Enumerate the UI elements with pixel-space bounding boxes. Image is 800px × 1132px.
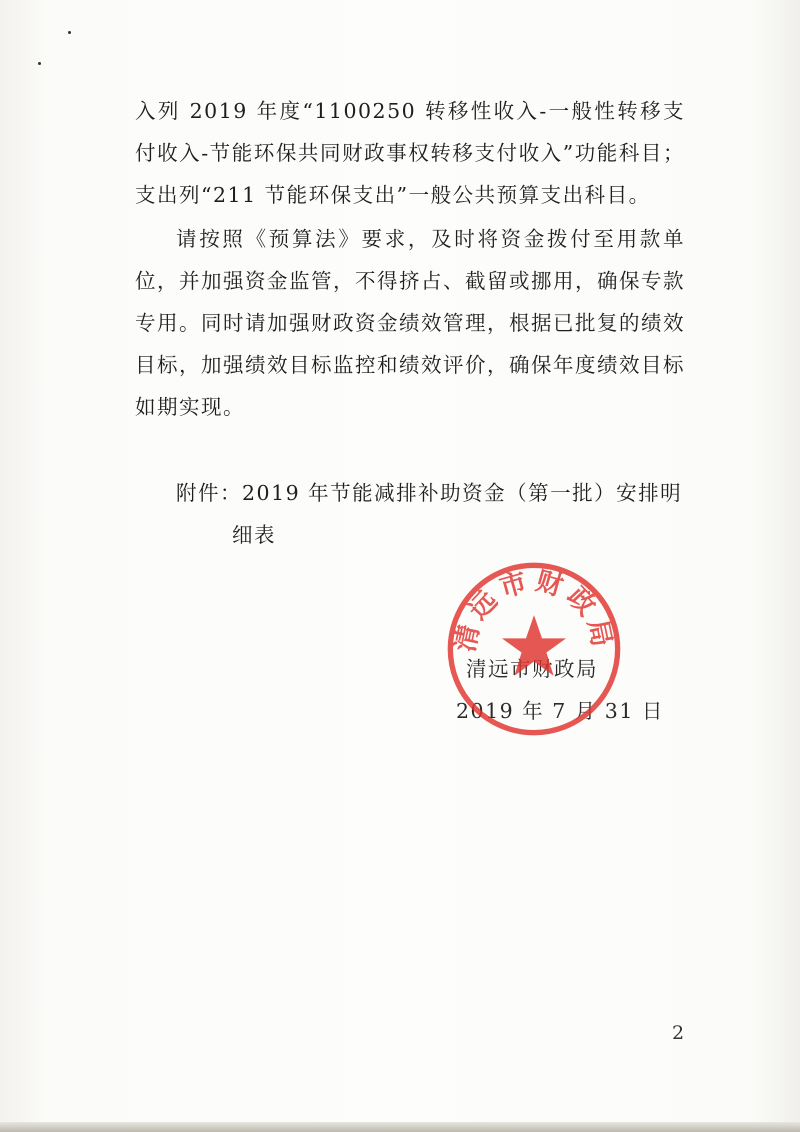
attachment-label: 附件：	[176, 481, 242, 505]
scan-speck	[68, 31, 71, 34]
official-seal-stamp	[445, 560, 623, 738]
issue-date: 2019 年 7 月 31 日	[456, 699, 664, 723]
body-paragraph-1: 入列 2019 年度“1100250 转移性收入-一般性转移支付收入-节能环保共同财政事权转移支付收入”功能科目；支出列“211 节能环保支出”一般公共预算支出科目。	[135, 99, 685, 207]
attachment-note	[176, 472, 696, 556]
body-paragraph-2: 请按照《预算法》要求，及时将资金拨付至用款单位，并加强资金监管，不得挤占、截留或挪用，确保专款专用。同时请加强财政资金绩效管理，根据已批复的绩效目标，加强绩效目标监控和绩效评价，确保年度绩效目标如期实现。	[135, 227, 685, 419]
seal-text: 清远市财政局	[449, 565, 619, 655]
scan-speck	[38, 62, 41, 65]
seal-star-icon	[502, 615, 566, 676]
attachment-title-line-1: 2019 年节能减排补助资金（第一批）安排明	[242, 481, 683, 505]
page-number: 2	[672, 1022, 685, 1044]
issuer-name: 清远市财政局	[466, 657, 598, 681]
page-edge-shadow	[0, 1122, 800, 1132]
attachment-title-line-2: 细表	[232, 523, 276, 547]
